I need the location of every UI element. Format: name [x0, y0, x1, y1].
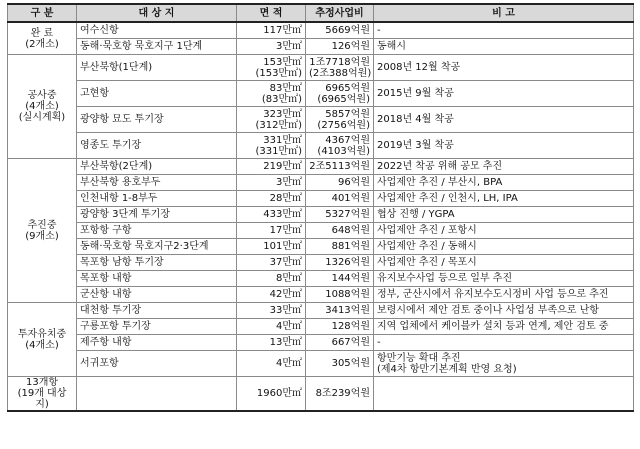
header-area: 면 적 — [237, 4, 306, 22]
area-cell-line: 8만㎡ — [275, 273, 302, 284]
area-cell-line: 37만㎡ — [269, 257, 302, 268]
cost-cell — [306, 159, 374, 175]
area-cell-line: 323만㎡ — [263, 108, 302, 120]
site-cell-line: 부산북항(2단계) — [80, 161, 153, 172]
site-cell — [77, 191, 237, 207]
table-row — [8, 335, 634, 351]
cost-cell-line: 4367억원 — [325, 134, 370, 146]
category-cell-line: (9개소) — [25, 230, 59, 242]
cost-cell-line: 126억원 — [331, 41, 370, 52]
cost-cell — [306, 107, 374, 133]
table-row — [8, 159, 634, 175]
category-cell-line: (4개소) — [25, 339, 59, 351]
site-cell-line: 부산북항 용호부두 — [80, 177, 161, 188]
area-cell-line: (331만㎡) — [255, 145, 302, 157]
cost-cell — [306, 239, 374, 255]
area-cell-line: 3만㎡ — [275, 177, 302, 188]
note-cell — [374, 159, 634, 175]
site-cell — [77, 335, 237, 351]
note-cell — [374, 107, 634, 133]
area-cell — [237, 133, 306, 159]
cost-cell-line: 401억원 — [331, 193, 370, 204]
note-cell-line: 지역 업체에서 케이블카 설치 등과 연계, 제안 검토 중 — [377, 321, 609, 332]
site-cell — [77, 287, 237, 303]
site-cell-line: 목포항 남항 투기장 — [80, 257, 164, 268]
area-cell-line: 219만㎡ — [263, 161, 302, 172]
note-cell-line: 2018년 4월 착공 — [377, 114, 454, 125]
cost-cell-line: 1088억원 — [325, 289, 370, 300]
cost-cell-line: 5669억원 — [325, 25, 370, 36]
site-cell-line: 동해·묵호항 묵호지구2·3단계 — [80, 241, 209, 252]
table-row — [8, 133, 634, 159]
total-row — [8, 377, 634, 412]
cost-cell — [306, 303, 374, 319]
site-cell — [77, 55, 237, 81]
site-cell-line: 포항항 구항 — [80, 225, 132, 236]
note-cell-line: 유지보수사업 등으로 일부 추진 — [377, 273, 513, 284]
cost-cell — [306, 319, 374, 335]
total-area-cell-line: 1960만㎡ — [256, 388, 302, 399]
cost-cell-line: (2조388억원) — [309, 67, 372, 79]
note-cell-line: 사업제안 추진 / 동해시 — [377, 241, 477, 252]
note-cell-line: 사업제안 추진 / 인천시, LH, IPA — [377, 193, 518, 204]
area-cell — [237, 107, 306, 133]
cost-cell — [306, 191, 374, 207]
area-cell-line: 13만㎡ — [269, 337, 302, 348]
header-note: 비 고 — [374, 4, 634, 22]
area-cell — [237, 22, 306, 39]
site-cell — [77, 351, 237, 377]
table-row — [8, 55, 634, 81]
cost-cell-line: 5327억원 — [325, 209, 370, 220]
site-cell — [77, 81, 237, 107]
cost-cell-line: 881억원 — [331, 241, 370, 252]
total-cost-cell — [306, 377, 374, 412]
area-cell — [237, 239, 306, 255]
note-cell — [374, 175, 634, 191]
table-row — [8, 207, 634, 223]
total-area-cell — [237, 377, 306, 412]
site-cell — [77, 107, 237, 133]
note-cell-line: 2019년 3월 착공 — [377, 140, 454, 151]
site-cell — [77, 239, 237, 255]
area-cell — [237, 335, 306, 351]
table-row — [8, 175, 634, 191]
site-cell — [77, 319, 237, 335]
note-cell — [374, 255, 634, 271]
note-cell — [374, 39, 634, 55]
table-row — [8, 255, 634, 271]
area-cell-line: 331만㎡ — [263, 134, 302, 146]
area-cell-line: 33만㎡ — [269, 305, 302, 316]
cost-cell — [306, 81, 374, 107]
total-note-cell — [374, 377, 634, 412]
table-row — [8, 303, 634, 319]
area-cell — [237, 271, 306, 287]
total-cost-cell-line: 8조239억원 — [315, 388, 370, 399]
area-cell — [237, 303, 306, 319]
area-cell-line: 28만㎡ — [269, 193, 302, 204]
category-cell-line: 추진중 — [27, 219, 57, 231]
category-cell-line: (2개소) — [25, 38, 59, 50]
note-cell — [374, 239, 634, 255]
note-cell-line: 사업제안 추진 / 포항시 — [377, 225, 477, 236]
port-redevelopment-table — [7, 3, 634, 412]
note-cell-line: 사업제안 추진 / 부산시, BPA — [377, 177, 503, 188]
site-cell-line: 동해·묵호항 묵호지구 1단계 — [80, 41, 203, 52]
note-cell — [374, 319, 634, 335]
area-cell — [237, 81, 306, 107]
area-cell — [237, 159, 306, 175]
note-cell-line: 2022년 착공 위해 공모 추진 — [377, 161, 503, 172]
table-row — [8, 351, 634, 377]
category-cell-line: (4개소) — [25, 101, 59, 112]
area-cell-line: (312만㎡) — [255, 119, 302, 131]
note-cell — [374, 351, 634, 377]
cost-cell — [306, 287, 374, 303]
site-cell — [77, 207, 237, 223]
site-cell-line: 부산북항(1단계) — [80, 62, 153, 73]
site-cell-line: 구룡포항 투기장 — [80, 321, 151, 332]
cost-cell-line: 1326억원 — [325, 257, 370, 268]
note-cell — [374, 207, 634, 223]
table-row — [8, 287, 634, 303]
site-cell-line: 서귀포항 — [80, 358, 119, 369]
area-cell-line: 433만㎡ — [263, 209, 302, 220]
area-cell-line: (153만㎡) — [255, 67, 302, 79]
site-cell-line: 목포항 내항 — [80, 273, 132, 284]
table-row — [8, 22, 634, 39]
site-cell-line: 광양항 3단계 투기장 — [80, 209, 170, 220]
area-cell-line: 83만㎡ — [269, 82, 302, 94]
cost-cell — [306, 207, 374, 223]
site-cell-line: 광양항 묘도 투기장 — [80, 114, 164, 125]
site-cell — [77, 39, 237, 55]
cost-cell-line: 3413억원 — [325, 305, 370, 316]
cost-cell-line: 144억원 — [331, 273, 370, 284]
table-row — [8, 271, 634, 287]
cost-cell-line: (2756억원) — [317, 119, 370, 131]
site-cell — [77, 223, 237, 239]
table-container — [7, 3, 634, 412]
note-cell — [374, 271, 634, 287]
site-cell-line: 제주항 내항 — [80, 337, 132, 348]
cost-cell-line: (6965억원) — [317, 93, 370, 105]
cost-cell — [306, 22, 374, 39]
note-cell-line: 동해시 — [377, 41, 406, 52]
cost-cell — [306, 133, 374, 159]
cost-cell — [306, 351, 374, 377]
note-cell-line: 협상 진행 / YGPA — [377, 209, 455, 220]
note-cell-line: 항만기능 확대 추진 — [377, 352, 461, 364]
cost-cell — [306, 175, 374, 191]
note-cell — [374, 223, 634, 239]
area-cell — [237, 255, 306, 271]
cost-cell — [306, 335, 374, 351]
area-cell — [237, 319, 306, 335]
cost-cell-line: 6965억원 — [325, 82, 370, 94]
area-cell — [237, 207, 306, 223]
total-site-cell — [77, 377, 237, 412]
site-cell — [77, 271, 237, 287]
area-cell — [237, 287, 306, 303]
note-cell-line: 보령시에서 제안 검토 중이나 사업성 부족으로 난항 — [377, 305, 599, 316]
site-cell-line: 여수신항 — [80, 25, 119, 36]
cost-cell — [306, 39, 374, 55]
cost-cell-line: 128억원 — [331, 321, 370, 332]
note-cell — [374, 303, 634, 319]
area-cell-line: 4만㎡ — [275, 321, 302, 332]
area-cell-line: 4만㎡ — [275, 358, 302, 369]
site-cell-line: 영종도 투기장 — [80, 140, 142, 151]
cost-cell — [306, 271, 374, 287]
note-cell-line: (제4차 항만기본계획 반영 요청) — [377, 363, 517, 375]
area-cell-line: (83만㎡) — [261, 93, 302, 105]
note-cell — [374, 133, 634, 159]
site-cell-line: 고현항 — [80, 88, 109, 99]
site-cell-line: 인천내항 1-8부두 — [80, 193, 158, 204]
site-cell — [77, 255, 237, 271]
category-cell-line: 투자유치중 — [17, 328, 67, 340]
header-row — [8, 4, 634, 22]
cost-cell-line: 1조7718억원 — [309, 56, 370, 68]
note-cell — [374, 81, 634, 107]
cost-cell-line: 667억원 — [331, 337, 370, 348]
area-cell — [237, 39, 306, 55]
table-row — [8, 39, 634, 55]
table-row — [8, 223, 634, 239]
total-category-cell-line: 13개항 — [25, 377, 59, 388]
cost-cell — [306, 223, 374, 239]
cost-cell-line: (4103억원) — [317, 145, 370, 157]
table-row — [8, 239, 634, 255]
category-cell — [8, 22, 77, 55]
header-category: 구 분 — [8, 4, 77, 22]
header-cost: 추정사업비 — [306, 4, 374, 22]
site-cell — [77, 133, 237, 159]
note-cell — [374, 22, 634, 39]
table-body — [8, 22, 634, 411]
note-cell — [374, 335, 634, 351]
area-cell-line: 101만㎡ — [263, 241, 302, 252]
cost-cell-line: 305억원 — [331, 358, 370, 369]
area-cell-line: 3만㎡ — [275, 41, 302, 52]
site-cell-line: 대천항 투기장 — [80, 305, 142, 316]
note-cell — [374, 55, 634, 81]
area-cell-line: 153만㎡ — [263, 56, 302, 68]
category-cell — [8, 55, 77, 159]
cost-cell — [306, 55, 374, 81]
cost-cell-line: 2조5113억원 — [309, 161, 370, 172]
site-cell-line: 군산항 내항 — [80, 289, 132, 300]
cost-cell-line: 96억원 — [337, 177, 370, 188]
note-cell-line: 2015년 9월 착공 — [377, 88, 454, 99]
category-cell — [8, 159, 77, 303]
area-cell-line: 117만㎡ — [263, 25, 302, 36]
area-cell — [237, 175, 306, 191]
note-cell-line: - — [377, 337, 381, 348]
cost-cell-line: 648억원 — [331, 225, 370, 236]
table-row — [8, 81, 634, 107]
area-cell — [237, 223, 306, 239]
header-site: 대 상 지 — [77, 4, 237, 22]
note-cell-line: - — [377, 25, 381, 36]
site-cell — [77, 175, 237, 191]
area-cell — [237, 351, 306, 377]
area-cell-line: 17만㎡ — [269, 225, 302, 236]
note-cell-line: 정부, 군산시에서 유지보수도시정비 사업 등으로 추진 — [377, 289, 609, 300]
note-cell-line: 사업제안 추진 / 목포시 — [377, 257, 477, 268]
note-cell — [374, 287, 634, 303]
site-cell — [77, 303, 237, 319]
note-cell-line: 2008년 12월 착공 — [377, 62, 461, 73]
cost-cell-line: 5857억원 — [325, 108, 370, 120]
site-cell — [77, 22, 237, 39]
table-row — [8, 319, 634, 335]
note-cell — [374, 191, 634, 207]
category-cell — [8, 303, 77, 377]
category-cell-line: (실시계획) — [18, 112, 66, 123]
total-category-cell-line: (19개 대상지) — [17, 388, 67, 410]
total-category-cell — [8, 377, 77, 412]
site-cell — [77, 159, 237, 175]
table-row — [8, 191, 634, 207]
category-cell-line: 완 료 — [30, 27, 54, 39]
area-cell — [237, 55, 306, 81]
area-cell — [237, 191, 306, 207]
cost-cell — [306, 255, 374, 271]
category-cell-line: 공사중 — [27, 90, 57, 101]
area-cell-line: 42만㎡ — [269, 289, 302, 300]
table-row — [8, 107, 634, 133]
